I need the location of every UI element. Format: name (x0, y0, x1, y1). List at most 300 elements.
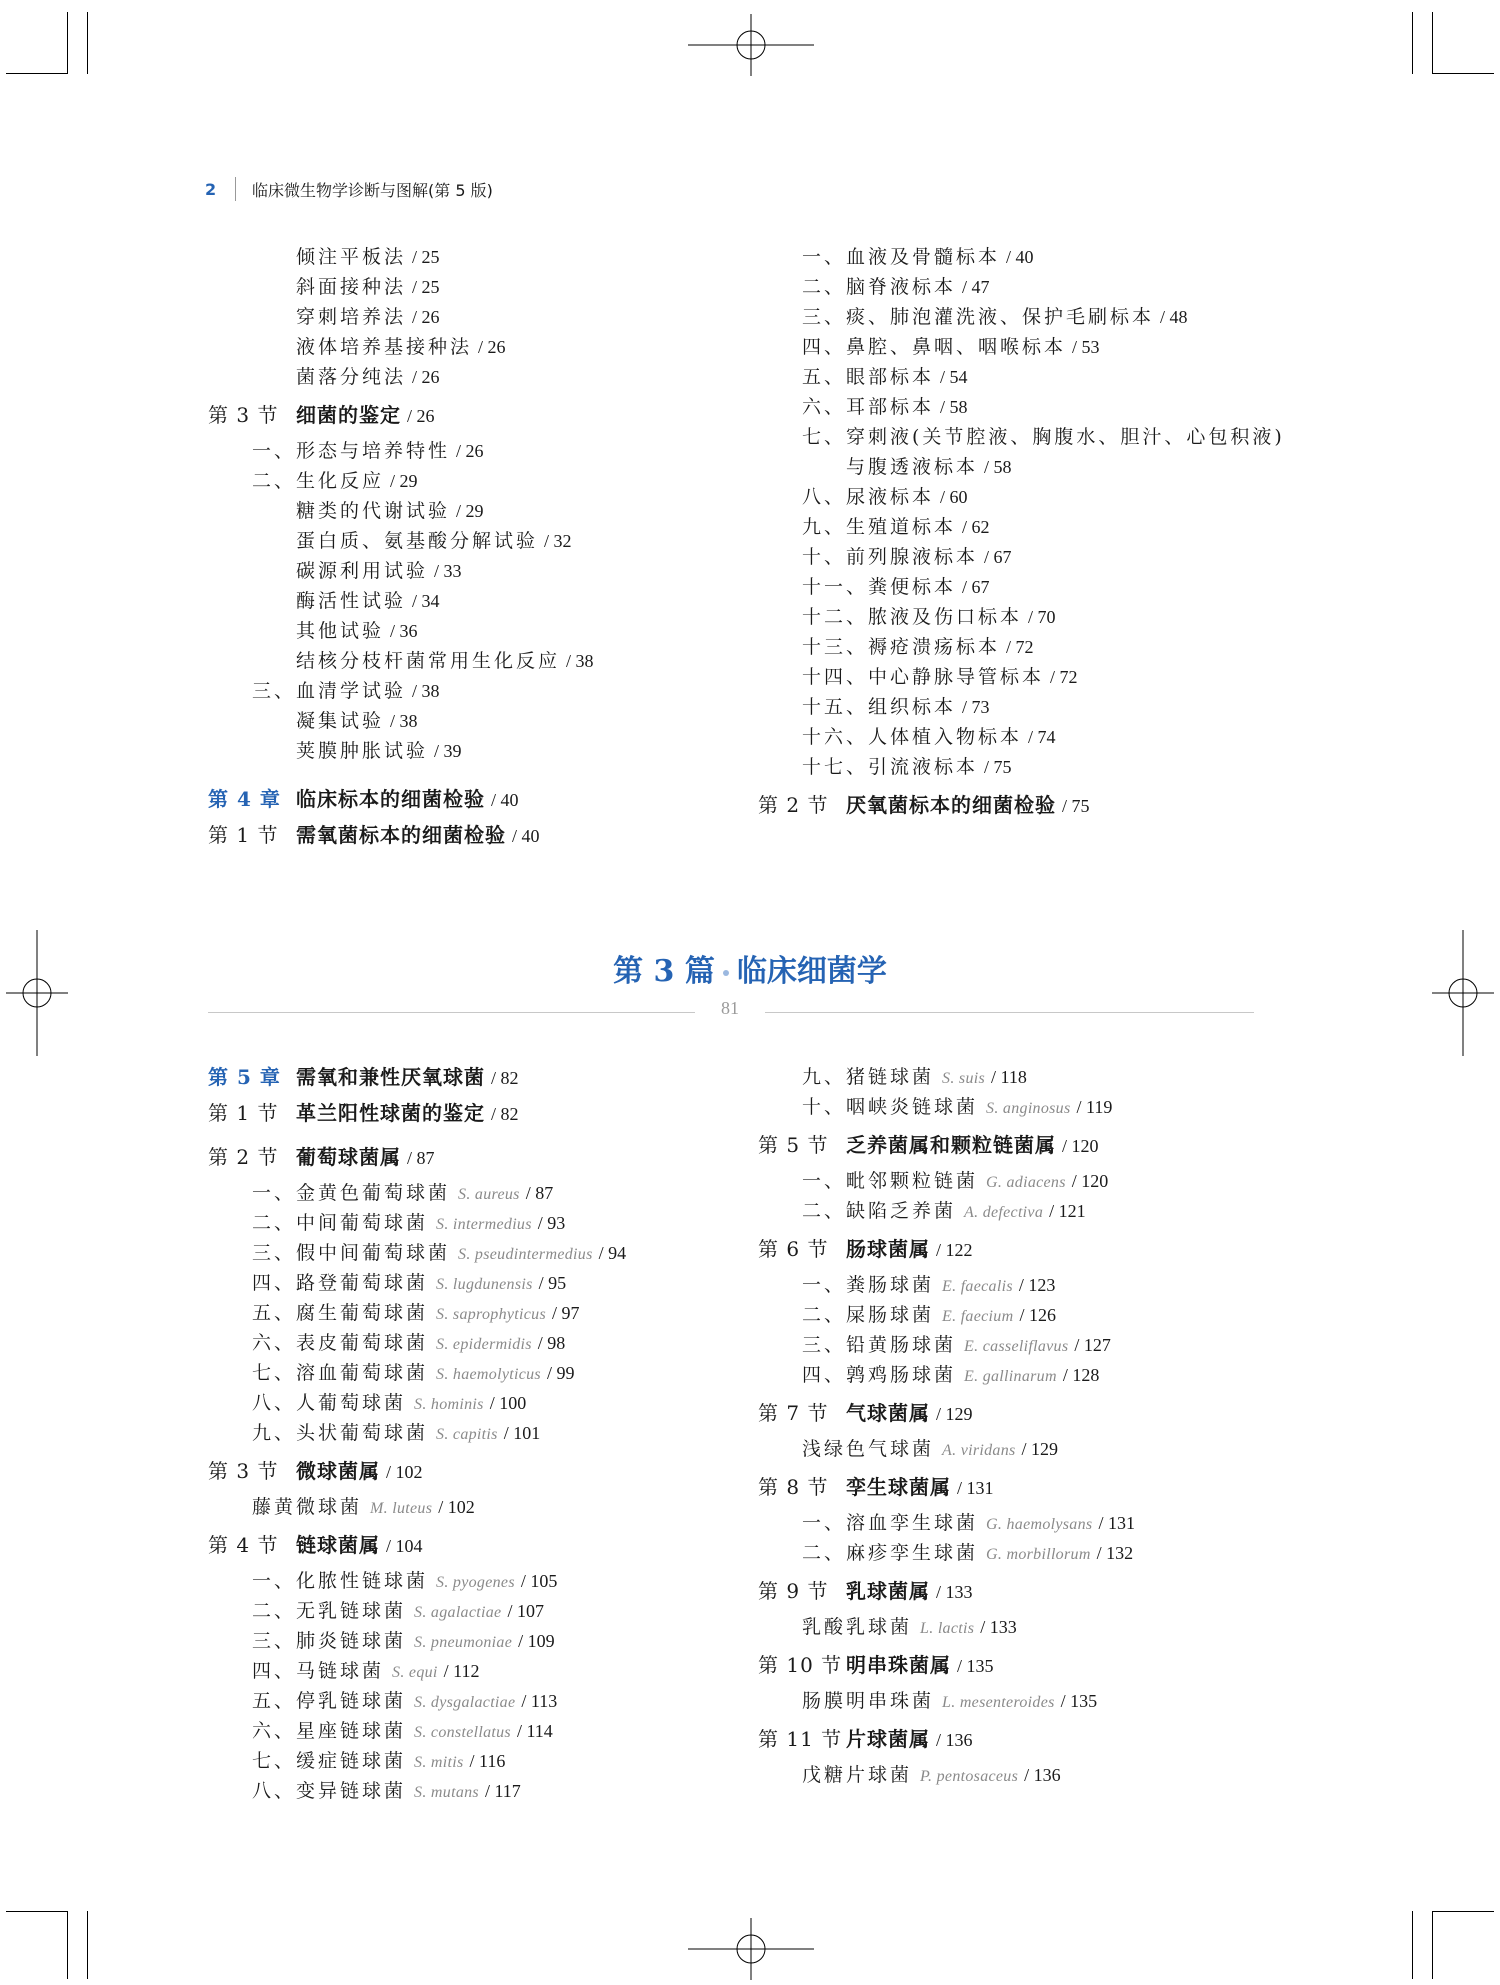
toc-title: 九、头状葡萄球菌 (252, 1422, 429, 1444)
toc-section[interactable] (758, 791, 1090, 820)
toc-chapter[interactable] (208, 785, 519, 814)
crop-mark-tr-v (1412, 12, 1413, 74)
toc-page-ref: / 136 (1024, 1765, 1061, 1785)
toc-title: 十二、脓液及伤口标本 (802, 606, 1023, 628)
toc-title: 肠球菌属 (846, 1237, 930, 1261)
toc-label: 第 5 章 (208, 1065, 281, 1089)
toc-title: 微球菌属 (296, 1459, 380, 1483)
toc-entry[interactable] (252, 437, 484, 465)
toc-title: 气球菌属 (846, 1401, 930, 1425)
toc-title: 浅绿色气球菌 (802, 1438, 935, 1460)
toc-page-ref: / 133 (980, 1617, 1017, 1637)
toc-page-ref: / 36 (390, 621, 418, 641)
toc-page-ref: / 26 (412, 367, 440, 387)
toc-title: 三、铅黄肠球菌 (802, 1334, 957, 1356)
toc-latin-name: E. casseliflavus (964, 1338, 1069, 1355)
toc-page-ref: / 129 (1021, 1439, 1059, 1459)
toc-entry[interactable] (296, 737, 462, 765)
toc-page-ref: / 29 (456, 501, 484, 521)
toc-latin-name: S. pyogenes (436, 1574, 515, 1591)
toc-entry[interactable] (296, 707, 418, 735)
toc-latin-name: S. intermedius (436, 1216, 532, 1233)
crop-mark-br-v (1412, 1911, 1413, 1979)
toc-entry[interactable] (802, 1093, 1112, 1123)
toc-label: 第 3 节 (208, 403, 279, 427)
toc-title: 一、化脓性链球菌 (252, 1570, 429, 1592)
toc-latin-name: S. lugdunensis (436, 1276, 533, 1293)
part-rule-left (208, 1012, 695, 1013)
part-title-dot (723, 970, 729, 976)
toc-entry[interactable] (252, 1269, 566, 1299)
toc-page-ref: / 129 (936, 1404, 973, 1424)
toc-label: 第 7 节 (758, 1401, 829, 1425)
toc-entry[interactable] (252, 1597, 544, 1627)
toc-latin-name: E. gallinarum (964, 1368, 1057, 1385)
toc-label: 第 1 节 (208, 1101, 279, 1125)
toc-page-ref: / 47 (962, 277, 990, 297)
toc-title: 一、形态与培养特性 (252, 440, 451, 462)
toc-title: 十七、引流液标本 (802, 756, 979, 778)
toc-page-ref: / 26 (456, 441, 484, 461)
toc-latin-name: G. morbillorum (986, 1546, 1091, 1563)
toc-section[interactable] (208, 1457, 423, 1486)
toc-section[interactable] (758, 1399, 973, 1428)
toc-title: 穿刺培养法 (296, 306, 407, 328)
toc-page-ref: / 126 (1019, 1305, 1056, 1325)
toc-title: 三、血清学试验 (252, 680, 407, 702)
toc-title: 革兰阳性球菌的鉴定 (296, 1101, 485, 1125)
toc-page-ref: / 123 (1018, 1275, 1056, 1295)
toc-page-ref: / 136 (936, 1730, 973, 1750)
toc-label: 第 2 节 (758, 793, 829, 817)
crop-mark-tl-v (87, 12, 88, 74)
toc-title: 需氧菌标本的细菌检验 (296, 823, 506, 847)
toc-title: 碳源利用试验 (296, 560, 429, 582)
toc-page-ref: / 25 (412, 277, 440, 297)
toc-entry[interactable] (252, 1359, 574, 1389)
toc-title: 三、假中间葡萄球菌 (252, 1242, 451, 1264)
toc-entry[interactable] (252, 677, 440, 705)
toc-title: 液体培养基接种法 (296, 336, 473, 358)
toc-entry[interactable] (296, 497, 484, 525)
toc-title: 一、溶血孪生球菌 (802, 1512, 979, 1534)
toc-entry[interactable] (802, 753, 1012, 781)
toc-title: 二、脑脊液标本 (802, 276, 957, 298)
crop-mark-bl-h (6, 1911, 68, 1912)
toc-page-ref: / 60 (940, 487, 968, 507)
toc-title: 十六、人体植入物标本 (802, 726, 1023, 748)
toc-latin-name: A. viridans (942, 1442, 1016, 1459)
toc-title: 厌氧菌标本的细菌检验 (846, 793, 1056, 817)
toc-section[interactable] (208, 1099, 519, 1128)
toc-entry[interactable] (252, 467, 418, 495)
toc-page-ref: / 39 (434, 741, 462, 761)
toc-entry[interactable] (296, 527, 572, 555)
toc-title: 七、溶血葡萄球菌 (252, 1362, 429, 1384)
toc-entry[interactable] (252, 1299, 580, 1329)
toc-page-ref: / 101 (503, 1423, 541, 1443)
toc-page-ref: / 131 (957, 1478, 994, 1498)
toc-entry[interactable] (296, 303, 440, 331)
toc-title: 十一、粪便标本 (802, 576, 957, 598)
toc-entry[interactable] (252, 1687, 557, 1717)
toc-section[interactable] (208, 401, 435, 430)
toc-label: 第 11 节 (758, 1727, 843, 1751)
toc-page-ref: / 135 (957, 1656, 994, 1676)
toc-page-ref: / 131 (1098, 1513, 1135, 1533)
toc-title: 酶活性试验 (296, 590, 407, 612)
toc-entry[interactable] (802, 363, 968, 391)
toc-title: 凝集试验 (296, 710, 385, 732)
crop-mark-tr-v2 (1432, 12, 1433, 74)
toc-title: 五、腐生葡萄球菌 (252, 1302, 429, 1324)
toc-title: 二、中间葡萄球菌 (252, 1212, 429, 1234)
toc-page-ref: / 82 (491, 1068, 519, 1088)
toc-page-ref: / 40 (491, 790, 519, 810)
toc-entry[interactable] (296, 647, 594, 675)
toc-page-ref: / 38 (390, 711, 418, 731)
toc-page-ref: / 87 (525, 1183, 554, 1203)
toc-title: 五、停乳链球菌 (252, 1690, 407, 1712)
toc-page-ref: / 120 (1071, 1171, 1109, 1191)
toc-latin-name: G. adiacens (986, 1174, 1066, 1191)
toc-page-ref: / 118 (991, 1067, 1027, 1087)
toc-page-ref: / 73 (962, 697, 990, 717)
crop-mark-tl-h (6, 73, 68, 74)
toc-entry[interactable] (802, 1331, 1111, 1361)
toc-label: 第 8 节 (758, 1475, 829, 1499)
crop-mark-tr-h (1432, 73, 1494, 74)
toc-page-ref: / 128 (1062, 1365, 1100, 1385)
toc-title: 菌落分纯法 (296, 366, 407, 388)
toc-title: 十五、组织标本 (802, 696, 957, 718)
toc-title: 其他试验 (296, 620, 385, 642)
toc-page-ref: / 54 (940, 367, 968, 387)
toc-entry[interactable] (802, 633, 1034, 661)
toc-section[interactable] (208, 1531, 423, 1560)
toc-title: 二、屎肠球菌 (802, 1304, 935, 1326)
toc-latin-name: S. constellatus (414, 1724, 511, 1741)
toc-entry[interactable] (802, 1687, 1097, 1717)
toc-page-ref: / 32 (544, 531, 572, 551)
toc-page-ref: / 135 (1060, 1691, 1098, 1711)
toc-page-ref: / 58 (984, 457, 1012, 477)
crop-mark-bl-v2 (87, 1911, 88, 1979)
toc-entry[interactable] (802, 1613, 1017, 1643)
toc-entry[interactable] (802, 1539, 1133, 1569)
toc-entry[interactable] (252, 1419, 540, 1449)
toc-page-ref: / 75 (1062, 796, 1090, 816)
toc-page-ref: / 25 (412, 247, 440, 267)
header-divider (235, 177, 236, 201)
toc-label: 第 5 节 (758, 1133, 829, 1157)
toc-page-ref: / 117 (484, 1781, 521, 1801)
toc-title: 二、缺陷乏养菌 (802, 1200, 957, 1222)
toc-title: 五、眼部标本 (802, 366, 935, 388)
running-header (205, 176, 493, 202)
toc-entry[interactable] (296, 363, 440, 391)
toc-label: 第 2 节 (208, 1145, 279, 1169)
toc-title: 三、肺炎链球菌 (252, 1630, 407, 1652)
toc-entry[interactable] (802, 393, 968, 421)
toc-page-ref: / 97 (552, 1303, 580, 1323)
toc-page-ref: / 133 (936, 1582, 973, 1602)
toc-title: 荚膜肿胀试验 (296, 740, 429, 762)
toc-entry[interactable] (802, 1197, 1086, 1227)
toc-latin-name: S. capitis (436, 1426, 498, 1443)
part-name: 临床细菌学 (736, 954, 887, 989)
toc-title: 肠膜明串珠菌 (802, 1690, 935, 1712)
toc-latin-name: E. faecalis (942, 1278, 1013, 1295)
toc-page-ref: / 102 (386, 1462, 423, 1482)
toc-title: 七、穿刺液(关节腔液、胸腹水、胆汁、心包积液) (802, 426, 1285, 448)
toc-latin-name: M. luteus (370, 1500, 433, 1517)
toc-title: 倾注平板法 (296, 246, 407, 268)
toc-label: 第 3 节 (208, 1459, 279, 1483)
toc-page-ref: / 67 (984, 547, 1012, 567)
toc-entry[interactable] (296, 557, 462, 585)
toc-page-ref: / 82 (491, 1104, 519, 1124)
toc-title: 四、鼻腔、鼻咽、咽喉标本 (802, 336, 1067, 358)
toc-page-ref: / 120 (1062, 1136, 1099, 1156)
toc-page-ref: / 38 (412, 681, 440, 701)
toc-latin-name: S. epidermidis (436, 1336, 532, 1353)
toc-latin-name: S. suis (942, 1070, 986, 1087)
part-rule-right (765, 1012, 1254, 1013)
toc-latin-name: L. mesenteroides (942, 1694, 1055, 1711)
toc-entry[interactable] (802, 423, 1285, 451)
toc-entry[interactable] (846, 453, 1012, 481)
toc-label: 第 10 节 (758, 1653, 843, 1677)
toc-entry[interactable] (252, 1657, 480, 1687)
toc-page-ref: / 72 (1050, 667, 1078, 687)
toc-page-ref: / 132 (1096, 1543, 1134, 1563)
toc-title: 临床标本的细菌检验 (296, 787, 485, 811)
toc-title: 十、前列腺液标本 (802, 546, 979, 568)
toc-latin-name: A. defectiva (964, 1204, 1044, 1221)
toc-page-ref: / 127 (1074, 1335, 1111, 1355)
part-title (0, 946, 1500, 990)
toc-page-ref: / 34 (412, 591, 440, 611)
toc-page-ref: / 62 (962, 517, 990, 537)
toc-title: 乳球菌属 (846, 1579, 930, 1603)
toc-section[interactable] (758, 1725, 973, 1754)
toc-entry[interactable] (802, 1509, 1135, 1539)
toc-latin-name: S. anginosus (986, 1100, 1071, 1117)
toc-entry[interactable] (252, 1179, 553, 1209)
toc-page-ref: / 40 (512, 826, 540, 846)
toc-title: 结核分枝杆菌常用生化反应 (296, 650, 561, 672)
toc-title: 四、路登葡萄球菌 (252, 1272, 429, 1294)
toc-section[interactable] (208, 821, 540, 850)
part-number: 第 3 篇 (613, 954, 715, 989)
toc-latin-name: S. saprophyticus (436, 1306, 546, 1323)
toc-latin-name: S. hominis (414, 1396, 484, 1413)
toc-title: 四、马链球菌 (252, 1660, 385, 1682)
toc-entry[interactable] (252, 1239, 626, 1269)
toc-page-ref: / 104 (386, 1536, 423, 1556)
toc-section[interactable] (758, 1473, 994, 1502)
toc-entry[interactable] (802, 1167, 1108, 1197)
toc-title: 六、表皮葡萄球菌 (252, 1332, 429, 1354)
toc-title: 八、人葡萄球菌 (252, 1392, 407, 1414)
toc-entry[interactable] (802, 273, 990, 301)
toc-entry[interactable] (296, 617, 418, 645)
crop-mark-br-v2 (1432, 1911, 1433, 1979)
toc-entry[interactable] (252, 1717, 553, 1747)
toc-title: 葡萄球菌属 (296, 1145, 401, 1169)
toc-page-ref: / 95 (538, 1273, 567, 1293)
toc-page-ref: / 72 (1006, 637, 1034, 657)
toc-entry[interactable] (802, 1435, 1058, 1465)
toc-entry[interactable] (802, 483, 968, 511)
toc-entry[interactable] (802, 1271, 1055, 1301)
toc-label: 第 4 节 (208, 1533, 279, 1557)
toc-entry[interactable] (802, 1761, 1061, 1791)
toc-entry[interactable] (252, 1747, 505, 1777)
toc-title: 一、金黄色葡萄球菌 (252, 1182, 451, 1204)
toc-title: 乳酸乳球菌 (802, 1616, 913, 1638)
toc-latin-name: S. haemolyticus (436, 1366, 541, 1383)
toc-entry[interactable] (252, 1627, 555, 1657)
toc-entry[interactable] (802, 603, 1056, 631)
toc-title: 九、生殖道标本 (802, 516, 957, 538)
toc-title: 斜面接种法 (296, 276, 407, 298)
toc-entry[interactable] (802, 723, 1056, 751)
toc-entry[interactable] (802, 573, 990, 601)
toc-latin-name: L. lactis (920, 1620, 975, 1637)
toc-label: 第 9 节 (758, 1579, 829, 1603)
toc-entry[interactable] (802, 543, 1012, 571)
toc-page-ref: / 119 (1076, 1097, 1113, 1117)
toc-page-ref: / 113 (521, 1691, 558, 1711)
toc-title: 六、星座链球菌 (252, 1720, 407, 1742)
toc-entry[interactable] (802, 663, 1078, 691)
toc-latin-name: S. equi (392, 1664, 438, 1681)
toc-page-ref: / 26 (478, 337, 506, 357)
toc-entry[interactable] (252, 1389, 526, 1419)
toc-title: 藤黄微球菌 (252, 1496, 363, 1518)
toc-page-ref: / 87 (407, 1148, 435, 1168)
toc-title: 与腹透液标本 (846, 456, 979, 478)
toc-page-ref: / 122 (936, 1240, 973, 1260)
part-page-number: 81 (721, 998, 739, 1018)
toc-title: 十四、中心静脉导管标本 (802, 666, 1045, 688)
toc-title: 一、粪肠球菌 (802, 1274, 935, 1296)
toc-entry[interactable] (802, 243, 1034, 271)
toc-page-ref: / 107 (507, 1601, 544, 1621)
toc-latin-name: G. haemolysans (986, 1516, 1093, 1533)
toc-page-ref: / 109 (518, 1631, 555, 1651)
toc-entry[interactable] (296, 243, 440, 271)
toc-section[interactable] (758, 1235, 973, 1264)
crop-mark-bl-v (67, 1911, 68, 1979)
toc-page-ref: / 94 (598, 1243, 627, 1263)
toc-page-ref: / 26 (407, 406, 435, 426)
toc-section[interactable] (208, 1143, 435, 1172)
toc-title: 八、尿液标本 (802, 486, 935, 508)
toc-label: 第 1 节 (208, 823, 279, 847)
toc-page-ref: / 105 (520, 1571, 558, 1591)
toc-title: 九、猪链球菌 (802, 1066, 935, 1088)
toc-entry[interactable] (252, 1209, 565, 1239)
toc-page-ref: / 33 (434, 561, 462, 581)
toc-title: 四、鹑鸡肠球菌 (802, 1364, 957, 1386)
toc-latin-name: S. mutans (414, 1784, 479, 1801)
toc-page-ref: / 58 (940, 397, 968, 417)
toc-page-ref: / 112 (443, 1661, 480, 1681)
toc-entry[interactable] (296, 273, 440, 301)
toc-page-ref: / 116 (469, 1751, 506, 1771)
toc-entry[interactable] (296, 333, 506, 361)
toc-title: 二、生化反应 (252, 470, 385, 492)
toc-latin-name: S. dysgalactiae (414, 1694, 516, 1711)
toc-page-ref: / 99 (546, 1363, 575, 1383)
toc-title: 链球菌属 (296, 1533, 380, 1557)
toc-page-ref: / 26 (412, 307, 440, 327)
toc-page-ref: / 75 (984, 757, 1012, 777)
toc-latin-name: S. mitis (414, 1754, 464, 1771)
toc-latin-name: S. agalactiae (414, 1604, 502, 1621)
toc-page-ref: / 100 (489, 1393, 527, 1413)
toc-label: 第 4 章 (208, 787, 281, 811)
toc-entry[interactable] (802, 513, 990, 541)
toc-section[interactable] (758, 1651, 994, 1680)
toc-title: 细菌的鉴定 (296, 403, 401, 427)
toc-entry[interactable] (802, 693, 990, 721)
toc-page-ref: / 102 (438, 1497, 475, 1517)
toc-title: 二、麻疹孪生球菌 (802, 1542, 979, 1564)
toc-entry[interactable] (252, 1567, 557, 1597)
toc-entry[interactable] (802, 1361, 1099, 1391)
toc-title: 需氧和兼性厌氧球菌 (296, 1065, 485, 1089)
book-title: 临床微生物学诊断与图解(第 5 版) (252, 180, 493, 200)
toc-title: 乏养菌属和颗粒链菌属 (846, 1133, 1056, 1157)
crop-mark-tl-v2 (67, 12, 68, 74)
toc-title: 三、痰、肺泡灌洗液、保护毛刷标本 (802, 306, 1155, 328)
toc-entry[interactable] (802, 333, 1100, 361)
crop-mark-br-h (1432, 1911, 1494, 1912)
toc-title: 二、无乳链球菌 (252, 1600, 407, 1622)
toc-page-ref: / 40 (1006, 247, 1034, 267)
toc-latin-name: P. pentosaceus (920, 1768, 1019, 1785)
toc-title: 明串珠菌属 (846, 1653, 951, 1677)
toc-entry[interactable] (296, 587, 440, 615)
toc-title: 片球菌属 (846, 1727, 930, 1751)
registration-mark-top (688, 14, 814, 76)
toc-entry[interactable] (802, 1063, 1027, 1093)
toc-latin-name: S. pseudintermedius (458, 1246, 593, 1263)
toc-section[interactable] (758, 1131, 1099, 1160)
registration-mark-bottom (688, 1918, 814, 1980)
toc-title: 一、血液及骨髓标本 (802, 246, 1001, 268)
toc-page-ref: / 48 (1160, 307, 1188, 327)
toc-latin-name: S. pneumoniae (414, 1634, 513, 1651)
toc-page-ref: / 70 (1028, 607, 1056, 627)
toc-entry[interactable] (252, 1493, 475, 1523)
toc-entry[interactable] (802, 303, 1188, 331)
toc-chapter[interactable] (208, 1063, 519, 1092)
toc-entry[interactable] (802, 1301, 1056, 1331)
toc-page-ref: / 74 (1028, 727, 1056, 747)
toc-title: 七、缓症链球菌 (252, 1750, 407, 1772)
toc-title: 孪生球菌属 (846, 1475, 951, 1499)
toc-title: 蛋白质、氨基酸分解试验 (296, 530, 539, 552)
toc-entry[interactable] (252, 1777, 521, 1807)
toc-title: 一、毗邻颗粒链菌 (802, 1170, 979, 1192)
toc-entry[interactable] (252, 1329, 565, 1359)
toc-section[interactable] (758, 1577, 973, 1606)
